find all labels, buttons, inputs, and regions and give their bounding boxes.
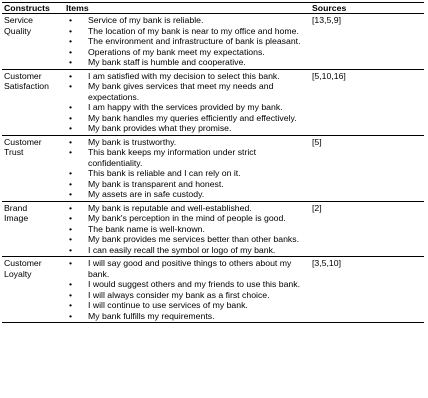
bullet-icon: •: [69, 234, 73, 244]
list-item: [66, 26, 310, 37]
items-list: [66, 15, 310, 68]
list-item: [66, 147, 310, 168]
items-list: [66, 137, 310, 200]
bullet-icon: •: [69, 289, 73, 300]
list-item: [66, 179, 310, 190]
list-item: [66, 57, 310, 68]
list-item: [66, 258, 310, 279]
bullet-icon: •: [69, 36, 73, 46]
construct-label-line: Trust: [4, 147, 24, 157]
construct-cell: [2, 201, 64, 257]
construct-label-line: Satisfaction: [4, 81, 49, 91]
list-item: [66, 47, 310, 58]
list-item: [66, 224, 310, 235]
table-row: [2, 135, 424, 201]
item-text: I would suggest others and my friends to use this bank.: [88, 279, 300, 289]
construct-cell: [2, 135, 64, 201]
construct-label-line: Customer: [4, 258, 42, 268]
list-item: [66, 189, 310, 200]
items-list: [66, 203, 310, 256]
item-text: My bank is trustworthy.: [88, 136, 177, 147]
sources-cell: [5,10,16]: [310, 69, 424, 135]
item-text: I am satisfied with my decision to select this bank.: [88, 70, 280, 81]
construct-label-line: Image: [4, 213, 29, 223]
items-cell: [64, 14, 310, 70]
construct-cell: [2, 14, 64, 70]
list-item: [66, 290, 310, 301]
header-row: [2, 3, 424, 14]
items-cell: [64, 257, 310, 323]
list-item: [66, 15, 310, 26]
bullet-icon: •: [69, 112, 73, 123]
bullet-icon: •: [69, 279, 73, 289]
list-item: [66, 102, 310, 113]
list-item: [66, 245, 310, 256]
items-list: [66, 258, 310, 321]
construct-label-line: Customer: [4, 136, 42, 147]
item-text: This bank is reliable and I can rely on it.: [88, 168, 241, 178]
list-item: [66, 36, 310, 47]
construct-cell: [2, 257, 64, 323]
sources-cell: [13,5,9]: [310, 14, 424, 70]
item-text: Operations of my bank meet my expectations.: [88, 46, 265, 57]
table-row: [2, 69, 424, 135]
item-text: The environment and infrastructure of bank is pleasant.: [88, 36, 301, 46]
item-text: The bank name is well-known.: [88, 223, 205, 234]
construct-cell: [2, 69, 64, 135]
bullet-icon: •: [69, 178, 73, 189]
list-item: [66, 213, 310, 224]
construct-label-line: Service: [4, 15, 33, 25]
table-row: [2, 201, 424, 257]
item-text: I can easily recall the symbol or logo of my bank.: [88, 244, 276, 255]
bullet-icon: •: [69, 15, 73, 25]
sources-cell: [2]: [310, 201, 424, 257]
header-sources: Sources: [310, 3, 424, 14]
bullet-icon: •: [69, 213, 73, 223]
bullet-icon: •: [69, 46, 73, 57]
item-text: Service of my bank is reliable.: [88, 15, 204, 25]
item-text: My bank's perception in the mind of people is good.: [88, 213, 286, 223]
header-constructs: Constructs: [2, 3, 64, 14]
list-item: [66, 300, 310, 311]
sources-cell: [3,5,10]: [310, 257, 424, 323]
bullet-icon: •: [69, 202, 73, 213]
bullet-icon: •: [69, 147, 73, 157]
list-item: [66, 279, 310, 290]
bullet-icon: •: [69, 310, 73, 321]
bullet-icon: •: [69, 57, 73, 67]
list-item: [66, 168, 310, 179]
bullet-icon: •: [69, 168, 73, 178]
item-text: My bank provides me services better than other banks.: [88, 234, 300, 244]
list-item: [66, 113, 310, 124]
list-item: [66, 311, 310, 322]
list-item: [66, 81, 310, 102]
bullet-icon: •: [69, 81, 73, 91]
item-text: I am happy with the services provided by my bank.: [88, 102, 283, 112]
item-text: The location of my bank is near to my office and home.: [88, 25, 299, 36]
item-text: My bank is transparent and honest.: [88, 178, 224, 189]
table-row: [2, 257, 424, 323]
list-item: [66, 123, 310, 134]
construct-label-line: Loyalty: [4, 268, 32, 279]
construct-label-line: Customer: [4, 70, 42, 81]
constructs-table: [2, 2, 424, 323]
construct-label-line: Quality: [4, 25, 32, 36]
item-text: My bank staff is humble and cooperative.: [88, 57, 246, 67]
items-cell: [64, 201, 310, 257]
header-items: Items: [64, 3, 310, 14]
bullet-icon: •: [69, 25, 73, 36]
bullet-icon: •: [69, 189, 73, 199]
item-text: My bank provides what they promise.: [88, 123, 232, 133]
items-list: [66, 71, 310, 134]
item-text: My bank is reputable and well-established.: [88, 202, 252, 213]
items-cell: [64, 135, 310, 201]
item-text: My bank handles my queries efficiently and effectively.: [88, 112, 297, 123]
items-cell: [64, 69, 310, 135]
item-text: This bank keeps my information under strict confidentiality.: [88, 147, 257, 168]
bullet-icon: •: [69, 123, 73, 133]
list-item: [66, 71, 310, 82]
bullet-icon: •: [69, 102, 73, 112]
construct-label-line: Brand: [4, 202, 28, 213]
item-text: My assets are in safe custody.: [88, 189, 205, 199]
bullet-icon: •: [69, 223, 73, 234]
item-text: I will say good and positive things to others about my bank.: [88, 258, 292, 279]
bullet-icon: •: [69, 244, 73, 255]
sources-cell: [5]: [310, 135, 424, 201]
bullet-icon: •: [69, 300, 73, 310]
item-text: My bank fulfills my requirements.: [88, 310, 215, 321]
item-text: I will always consider my bank as a first choice.: [88, 289, 270, 300]
bullet-icon: •: [69, 258, 73, 268]
list-item: [66, 203, 310, 214]
table-header: [2, 3, 424, 14]
item-text: My bank gives services that meet my needs and expectations.: [88, 81, 274, 102]
list-item: [66, 137, 310, 148]
item-text: I will continue to use services of my bank.: [88, 300, 248, 310]
bullet-icon: •: [69, 70, 73, 81]
table-body: [2, 14, 424, 323]
list-item: [66, 234, 310, 245]
bullet-icon: •: [69, 136, 73, 147]
table-row: [2, 14, 424, 70]
